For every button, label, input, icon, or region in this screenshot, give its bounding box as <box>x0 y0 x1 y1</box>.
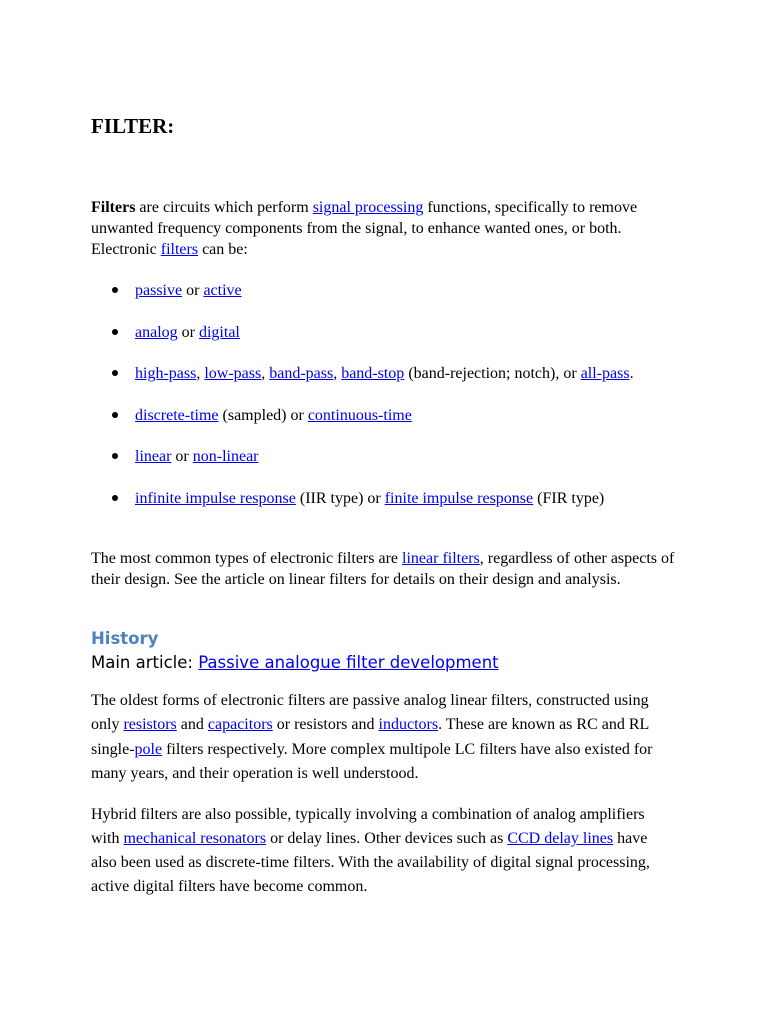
intro-paragraph <box>91 197 676 260</box>
intro-text: functions, specifically to remove unwanted frequency components from the signal, to enhance wanted ones, or both. Electronic <box>91 199 638 258</box>
list-text: or <box>177 323 199 341</box>
paragraph-text: The most common types of electronic filters are <box>91 550 403 567</box>
link-filters[interactable]: filters <box>160 241 199 258</box>
filters-term: Filters <box>91 199 136 216</box>
list-text: , <box>261 365 270 383</box>
bullet-icon <box>112 329 118 335</box>
list-item <box>91 280 676 301</box>
link-inductors[interactable]: inductors <box>378 716 439 734</box>
paragraph-text: Hybrid filters are also possible, typically involving a combination of analog amplifiers with <box>91 806 645 847</box>
link-finite-impulse-response[interactable]: finite impulse response <box>384 489 534 507</box>
history-heading: History <box>91 629 159 648</box>
bullet-icon <box>112 287 118 293</box>
link-resistors[interactable]: resistors <box>123 716 177 734</box>
bullet-icon <box>112 412 118 418</box>
list-item <box>91 322 676 343</box>
list-text: , <box>196 365 205 383</box>
list-text: (FIR type) <box>533 489 605 507</box>
filter-types-list <box>91 280 676 530</box>
intro-text: can be: <box>198 241 248 258</box>
list-item <box>91 446 676 467</box>
link-ccd-delay-lines[interactable]: CCD delay lines <box>507 830 614 847</box>
list-item <box>91 488 676 509</box>
main-article-label: Main article: <box>91 653 199 672</box>
link-all-pass[interactable]: all-pass <box>580 365 630 383</box>
link-band-stop[interactable]: band-stop <box>341 365 405 383</box>
link-active[interactable]: active <box>203 282 242 299</box>
link-signal-processing[interactable]: signal processing <box>312 199 424 216</box>
list-text: or <box>171 448 193 466</box>
common-types-paragraph <box>91 548 676 590</box>
paragraph-text: , regardless of other aspects of their design. See the article on linear filters for details on their design and analysis. <box>91 550 675 588</box>
link-discrete-time[interactable]: discrete-time <box>135 406 219 424</box>
link-mechanical-resonators[interactable]: mechanical resonators <box>123 830 267 847</box>
link-passive-analogue-filter-development[interactable]: Passive analogue filter development <box>198 653 499 672</box>
link-high-pass[interactable]: high-pass <box>135 365 197 383</box>
link-low-pass[interactable]: low-pass <box>204 365 262 383</box>
link-passive[interactable]: passive <box>135 282 183 299</box>
paragraph-text: The oldest forms of electronic filters are passive analog linear filters, constructed using only <box>91 692 649 734</box>
bullet-icon <box>112 370 118 376</box>
main-article-line <box>91 652 499 673</box>
link-digital[interactable]: digital <box>198 323 240 341</box>
list-text: (band-rejection; notch), or <box>404 365 581 383</box>
hybrid-filters-paragraph <box>91 803 676 899</box>
bullet-icon <box>112 453 118 459</box>
list-text: (IIR type) or <box>295 489 385 507</box>
list-text: (sampled) or <box>218 406 308 424</box>
list-item <box>91 405 676 426</box>
link-infinite-impulse-response[interactable]: infinite impulse response <box>135 489 296 507</box>
paragraph-text: have also been used as discrete-time filters. With the availability of digital signal processing, active digital filters have become common. <box>91 830 650 895</box>
page-title: FILTER: <box>91 114 175 138</box>
oldest-forms-paragraph <box>91 689 676 786</box>
bullet-icon <box>112 495 118 501</box>
link-linear[interactable]: linear <box>135 448 172 466</box>
link-non-linear[interactable]: non-linear <box>192 448 259 466</box>
paragraph-text: or resistors and <box>272 716 379 734</box>
paragraph-text: and <box>176 716 208 734</box>
paragraph-text: or delay lines. Other devices such as <box>266 830 508 847</box>
link-band-pass[interactable]: band-pass <box>269 365 334 383</box>
list-item <box>91 363 676 384</box>
link-linear-filters[interactable]: linear filters <box>402 550 480 567</box>
paragraph-text: filters respectively. More complex multipole LC filters have also existed for many years, and their operation is well understood. <box>91 740 653 782</box>
list-text: or <box>182 282 204 299</box>
paragraph-text: . These are known as RC and RL single- <box>91 716 649 758</box>
list-text: , <box>333 365 342 383</box>
link-capacitors[interactable]: capacitors <box>207 716 273 734</box>
link-continuous-time[interactable]: continuous-time <box>307 406 412 424</box>
link-pole[interactable]: pole <box>134 740 163 758</box>
list-text: . <box>629 365 634 383</box>
intro-text: are circuits which perform <box>135 199 313 216</box>
link-analog[interactable]: analog <box>135 323 178 341</box>
